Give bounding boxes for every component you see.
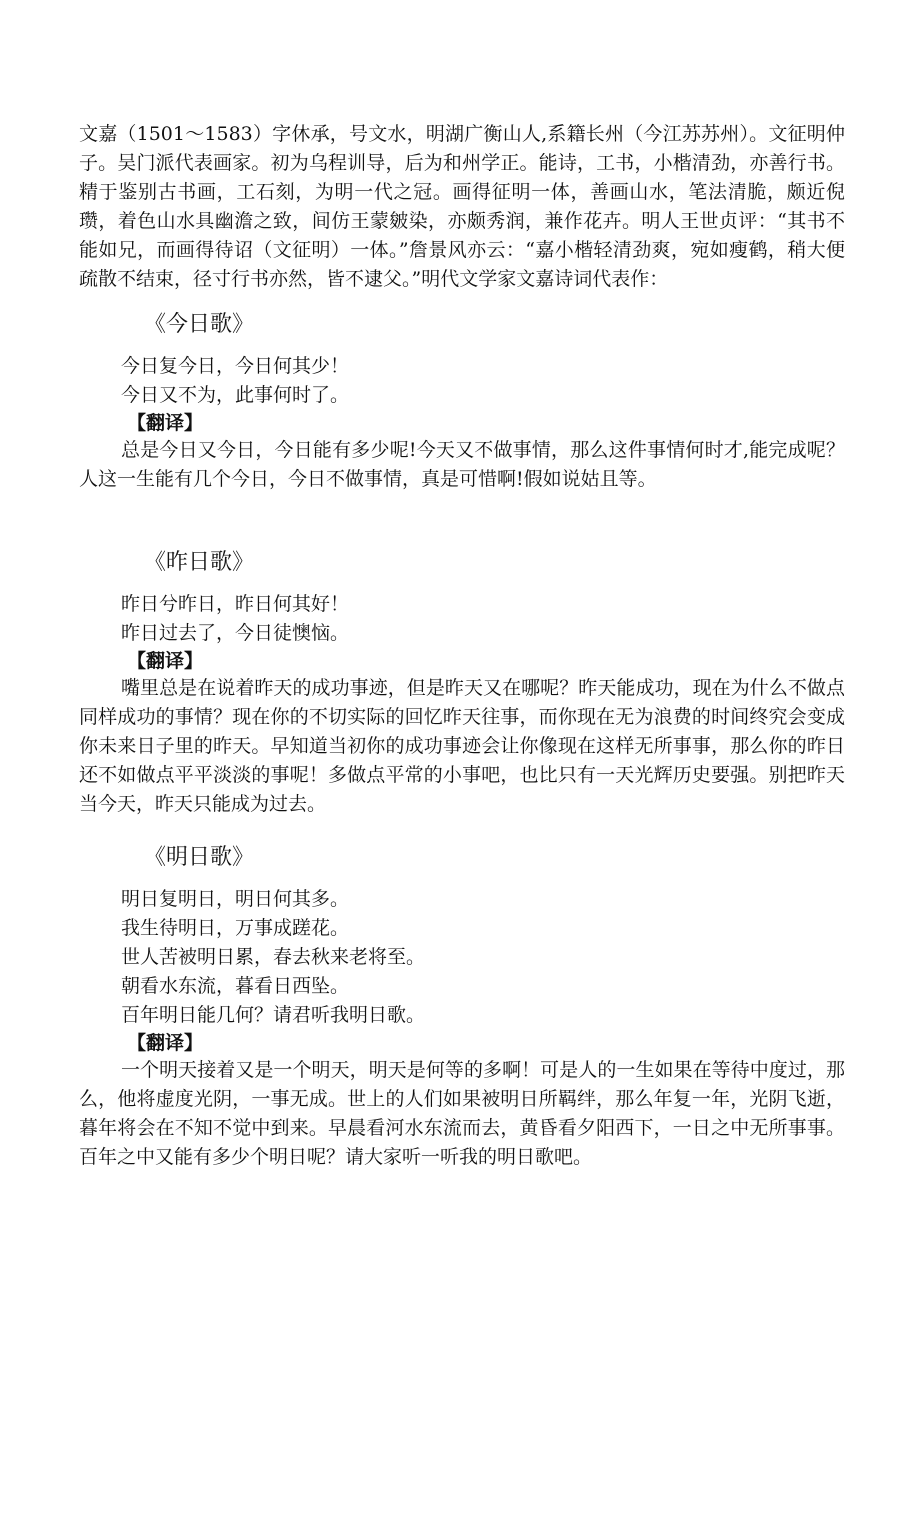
- poem-section-tomorrow: [79, 843, 845, 1172]
- poem-line: 朝看水东流，暮看日西坠。: [121, 975, 350, 997]
- poem-lines-today: [79, 352, 845, 410]
- translation-label: 【翻译】: [127, 650, 204, 672]
- poem-line: 明日复明日，明日何其多。: [121, 888, 350, 910]
- poem-line: 世人苦被明日累，春去秋来老将至。: [121, 946, 426, 968]
- translation-paragraph-today: 总是今日又今日，今日能有多少呢!今天又不做事情，那么这件事情何时才,能完成呢？人这一生能有几个今日，今日不做事情，真是可惜啊!假如说姑且等。: [79, 439, 845, 490]
- poem-line: 今日复今日，今日何其少！: [121, 355, 350, 377]
- poem-line: 我生待明日，万事成蹉花。: [121, 917, 350, 939]
- poem-line: 昨日过去了，今日徒懊恼。: [121, 622, 350, 644]
- translation-label: 【翻译】: [127, 1032, 204, 1054]
- poem-title-yesterday: 《昨日歌》: [144, 550, 255, 575]
- poem-section-yesterday: [79, 548, 845, 819]
- poem-title-today: 《今日歌》: [144, 312, 255, 337]
- translation-label: 【翻译】: [127, 412, 204, 434]
- document-page: [79, 120, 845, 1172]
- poem-title-tomorrow: 《明日歌》: [144, 845, 255, 870]
- poem-section-today: [79, 310, 845, 494]
- poem-lines-yesterday: [79, 590, 845, 648]
- poem-line: 百年明日能几何？请君听我明日歌。: [121, 1004, 426, 1026]
- translation-paragraph-tomorrow: 一个明天接着又是一个明天，明天是何等的多啊！可是人的一生如果在等待中度过，那么，他将虚度光阴，一事无成。世上的人们如果被明日所羁绊，那么年复一年，光阴飞逝，暮年将会在不知不觉中到来。早晨看河水东流而去，黄昏看夕阳西下，一日之中无所事事。百年之中又能有多少个明日呢？请大家听一听我的明日歌吧。: [79, 1059, 845, 1168]
- translation-paragraph-yesterday: 嘴里总是在说着昨天的成功事迹，但是昨天又在哪呢？昨天能成功，现在为什么不做点同样成功的事情？现在你的不切实际的回忆昨天往事，而你现在无为浪费的时间终究会变成你未来日子里的昨天。早知道当初你的成功事迹会让你像现在这样无所事事，那么你的昨日还不如做点平平淡淡的事呢！多做点平常的小事吧，也比只有一天光辉历史要强。别把昨天当今天，昨天只能成为过去。: [79, 677, 845, 815]
- poem-lines-tomorrow: [79, 885, 845, 1030]
- poem-line: 昨日兮昨日，昨日何其好！: [121, 593, 350, 615]
- intro-paragraph: 文嘉（1501〜1583）字休承，号文水，明湖广衡山人,系籍长州（今江苏苏州）。文征明仲子。吴门派代表画家。初为乌程训导，后为和州学正。能诗，工书，小楷清劲，亦善行书。精于鉴别古书画，工石刻，为明一代之冠。画得征明一体，善画山水，笔法清脆，颇近倪瓒，着色山水具幽澹之致，间仿王蒙皴染，亦颇秀润，兼作花卉。明人王世贞评：“其书不能如兄，而画得待诏（文征明）一体。”詹景风亦云：“嘉小楷轻清劲爽，宛如瘦鹤，稍大便疏散不结束，径寸行书亦然，皆不逮父。”明代文学家文嘉诗词代表作：: [79, 123, 845, 290]
- poem-line: 今日又不为，此事何时了。: [121, 384, 350, 406]
